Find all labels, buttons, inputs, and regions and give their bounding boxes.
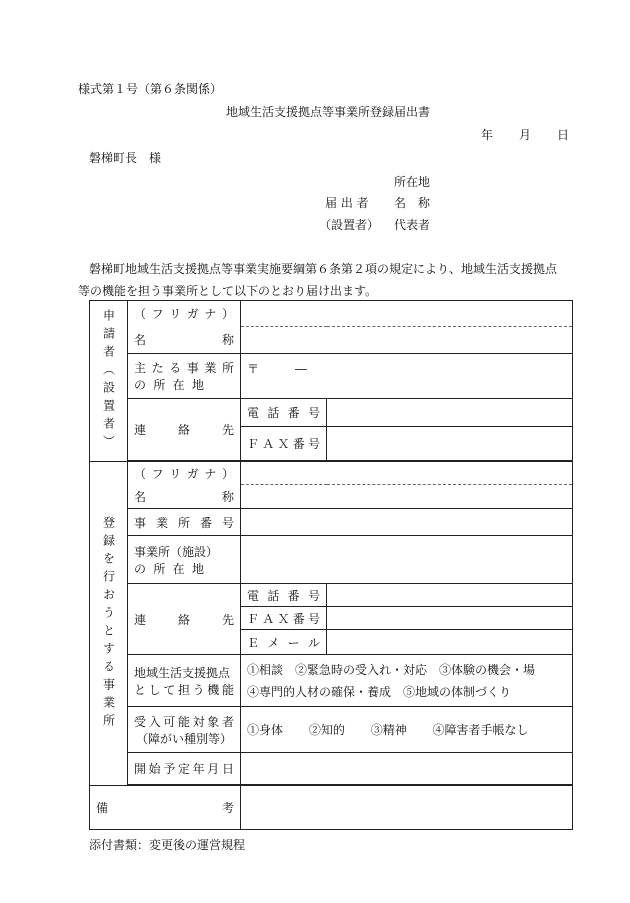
postal-mark: 〒 ― [247, 362, 308, 376]
target-options[interactable] [241, 707, 573, 753]
function-options-line-2: ④専門的人材の確保・養成 ⑤地域の体制づくり [247, 684, 512, 699]
office-email-field[interactable] [327, 630, 573, 655]
applicant-contact-label: 連 絡 先 [128, 399, 241, 461]
applicant-role-label: 届 出 者 [325, 196, 369, 210]
office-furigana-field[interactable] [241, 462, 573, 485]
office-phone-field[interactable] [327, 584, 573, 607]
target-option-intellectual[interactable]: ②知的 [308, 723, 345, 737]
representative-label: 代表者 [394, 218, 431, 232]
office-number-label: 事 業 所 番 号 [128, 509, 241, 536]
facility-address-field[interactable] [241, 536, 573, 584]
office-fax-label: Ｆ Ａ Ｘ 番 号 [241, 607, 327, 630]
office-phone-label: 電 話 番 号 [241, 584, 327, 607]
start-date-field[interactable] [241, 753, 573, 785]
applicant-name-label: 名 称 [394, 196, 431, 210]
date-line [481, 127, 569, 143]
applicant-name-label-cell: 名 称 [128, 327, 241, 354]
applicant-phone-field[interactable] [327, 399, 573, 427]
target-option-mental[interactable]: ③精神 [370, 723, 407, 737]
applicant-office-address-field[interactable] [241, 354, 573, 399]
applicant-fax-label: Ｆ Ａ Ｘ 番 号 [241, 427, 327, 461]
office-name-label: 名 称 [128, 485, 241, 509]
function-options-line-1: ①相談 ②緊急時の受入れ・対応 ③体験の機会・場 [247, 662, 536, 677]
applicant-name-field[interactable] [241, 327, 573, 354]
applicant-furigana-label: （ フ リ ガ ナ ） [128, 301, 241, 327]
registration-form-table [89, 300, 573, 830]
applicant-phone-label: 電 話 番 号 [241, 399, 327, 427]
office-number-field[interactable] [241, 509, 573, 536]
function-label: 地域生活支援拠点 と し て 担 う 機 能 [128, 655, 241, 707]
target-label: 受 入 可 能 対 象 者 （障がい種別等） [128, 707, 241, 753]
start-date-label: 開 始 予 定 年 月 日 [128, 753, 241, 785]
facility-address-label: 事業所（施設） の 所 在 地 [128, 536, 241, 584]
office-contact-label: 連 絡 先 [128, 584, 241, 655]
address-label: 所在地 [394, 175, 431, 189]
office-section-label: 登録を行おうとする事業所 [90, 462, 128, 786]
attachments-note: 添付書類：変更後の運営規程 [89, 838, 246, 852]
form-number: 様式第１号（第６条関係） [78, 82, 223, 96]
addressee: 磐梯町長 様 [89, 151, 162, 165]
form-title: 地域生活支援拠点等事業所登録届出書 [226, 105, 431, 119]
applicant-fax-field[interactable] [327, 427, 573, 461]
date-year: 年 [481, 128, 494, 142]
date-day: 日 [556, 128, 569, 142]
date-month: 月 [518, 128, 531, 142]
intro-line-1: 磐梯町地域生活支援拠点等事業実施要綱第６条第２項の規定により、地域生活支援拠点 [89, 262, 558, 276]
applicant-role-sub: （設置者） [319, 218, 380, 232]
target-option-physical[interactable]: ①身体 [247, 723, 284, 737]
applicant-section-label: 申請者（設置者） [90, 301, 128, 462]
office-email-label: Ｅ メ ー ル [241, 630, 327, 655]
office-fax-field[interactable] [327, 607, 573, 630]
applicant-furigana-field[interactable] [241, 301, 573, 327]
function-options[interactable] [241, 655, 573, 707]
office-furigana-label: （ フ リ ガ ナ ） [128, 462, 241, 485]
target-option-no-certificate[interactable]: ④障害者手帳なし [432, 723, 529, 737]
remarks-field[interactable] [241, 786, 573, 830]
applicant-office-address-label: 主 た る 事 業 所 の 所 在 地 [128, 354, 241, 399]
intro-line-2: 等の機能を担う事業所として以下のとおり届け出ます。 [78, 284, 378, 298]
remarks-label: 備 考 [90, 786, 241, 830]
office-name-field[interactable] [241, 485, 573, 509]
